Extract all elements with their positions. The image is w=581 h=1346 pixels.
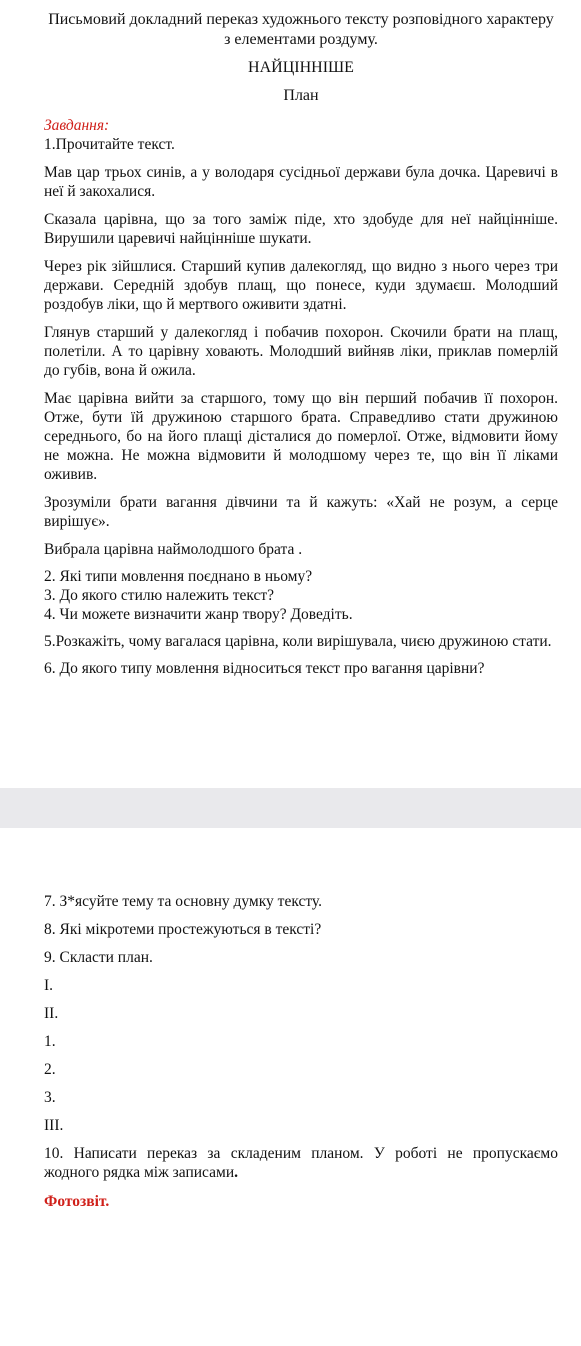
plan-outline-item: II. bbox=[44, 1005, 59, 1022]
task-item-10 bbox=[44, 1144, 558, 1182]
story-paragraph: Має царівна вийти за старшого, тому що він перший побачив її похорон. Отже, бути їй дружиною старшого брата. Справедливо стати дружиною середнього, бо на його плащі дісталися до померлої. Отже, відмовити йому не можна. Не можна відмовити й молодшому через те, що він її ліками оживив. bbox=[44, 390, 558, 483]
story-paragraph: Зрозуміли брати вагання дівчини та й кажуть: «Хай не розум, а серце вирішує». bbox=[44, 494, 558, 530]
plan-outline-item: I. bbox=[44, 977, 54, 994]
task-item-5: 5.Розкажіть, чому вагалася царівна, коли вирішувала, чиєю дружиною стати. bbox=[44, 633, 552, 650]
story-paragraph: Через рік зійшлися. Старший купив далекогляд, що видно з нього через три держави. Середній здобув плащ, що понесе, куди здумаєш. Молодший роздобув ліки, що й мертвого оживити здатні. bbox=[44, 258, 558, 313]
story-paragraph: Сказала царівна, що за того заміж піде, хто здобуде для неї найцінніше. Вирушили царевичі найцінніше шукати. bbox=[44, 211, 558, 247]
document-page-2 bbox=[0, 828, 581, 1346]
task-10-text: 10. Написати переказ за складеним планом. У роботі не пропускаємо жодного рядка між записами bbox=[44, 1145, 558, 1181]
task-item-4: 4. Чи можете визначити жанр твору? Доведіть. bbox=[44, 606, 353, 623]
page-separator bbox=[0, 788, 581, 828]
task-item-1: 1.Прочитайте текст. bbox=[44, 136, 175, 153]
plan-outline-item: 1. bbox=[44, 1033, 56, 1050]
task-item-9: 9. Скласти план. bbox=[44, 949, 153, 966]
task-label: Завдання: bbox=[44, 117, 110, 134]
plan-heading: План bbox=[283, 87, 319, 104]
document-title: Письмовий докладний переказ художнього тексту розповідного характеру з елементами роздуму. bbox=[48, 11, 554, 48]
task-item-3: 3. До якого стилю належить текст? bbox=[44, 587, 275, 604]
photo-report-label: Фотозвіт. bbox=[44, 1193, 110, 1210]
task-item-6: 6. До якого типу мовлення відноситься текст про вагання царівни? bbox=[44, 660, 485, 677]
story-paragraph: Мав цар трьох синів, а у володаря сусідньої держави була дочка. Царевичі в неї й закохалися. bbox=[44, 164, 558, 200]
task-item-2: 2. Які типи мовлення поєднано в ньому? bbox=[44, 568, 313, 585]
task-10-period: . bbox=[234, 1164, 238, 1181]
page-2-content bbox=[0, 828, 581, 1211]
task-item-7: 7. З*ясуйте тему та основну думку тексту. bbox=[44, 893, 322, 910]
plan-outline-item: III. bbox=[44, 1117, 64, 1134]
story-paragraph: Глянув старший у далекогляд і побачив похорон. Скочили брати на плащ, полетіли. А то царівну ховають. Молодший вийняв ліки, приклав померлій до губів, вона й ожила. bbox=[44, 324, 558, 379]
story-title: НАЙЦІННІШЕ bbox=[248, 59, 354, 76]
story-paragraph: Вибрала царівна наймолодшого брата . bbox=[44, 541, 303, 558]
task-item-8: 8. Які мікротеми простежуються в тексті? bbox=[44, 921, 322, 938]
plan-outline-item: 3. bbox=[44, 1089, 56, 1106]
plan-outline-item: 2. bbox=[44, 1061, 56, 1078]
